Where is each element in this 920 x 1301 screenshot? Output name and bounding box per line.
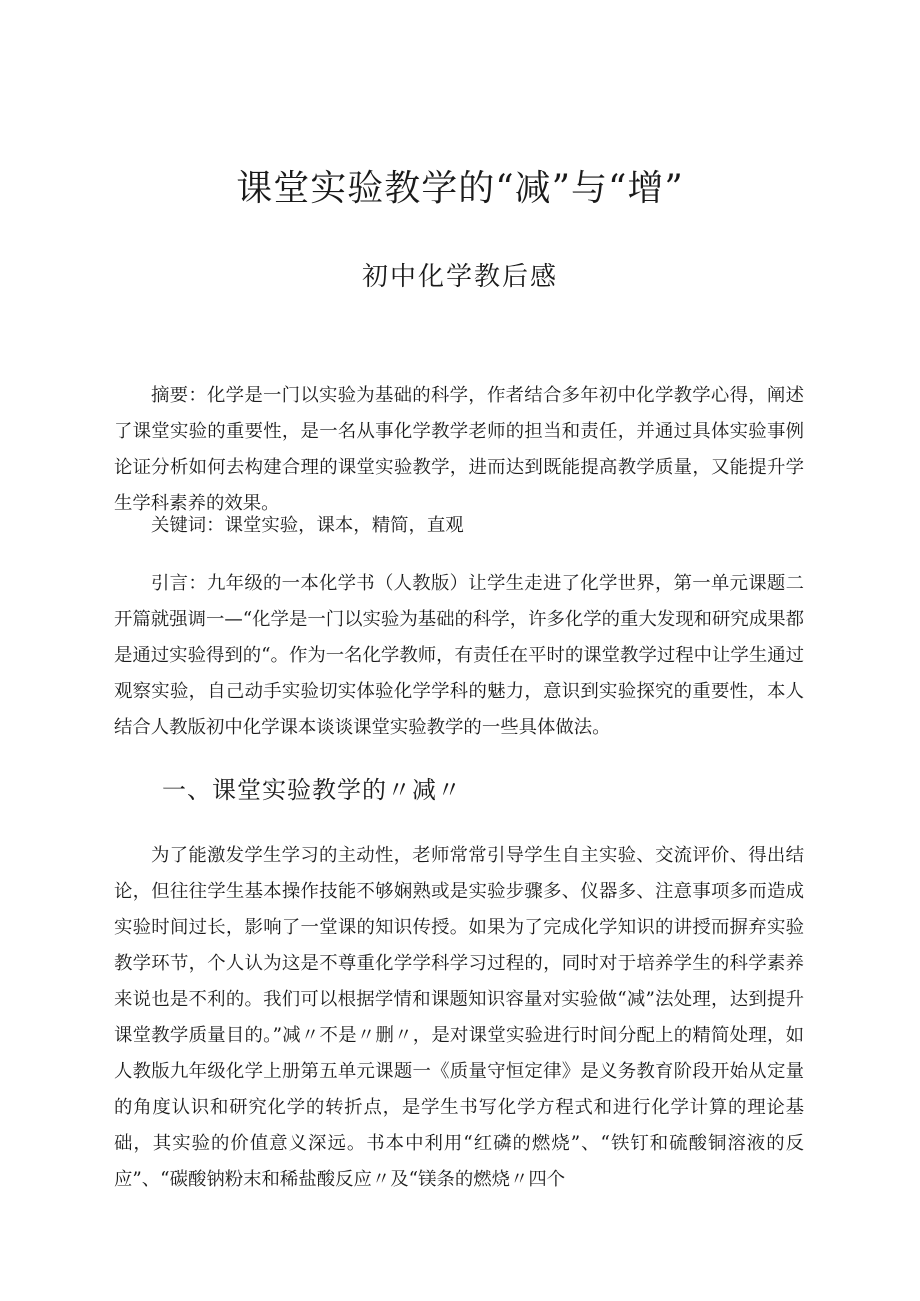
introduction-paragraph: 引言：九年级的一本化学书（人教版）让学生走进了化学世界，第一单元课题二开篇就强调一—“化学是一门以实验为基础的科学，许多化学的重大发现和研究成果都是通过实验得到的“。作为一名化学教师，有责任在平时的课堂教学过程中让学生通过观察实验，自己动手实验切实体验化学学科的魅力，意识到实验探究的重要性，本人结合人教版初中化学课本谈谈课堂实验教学的一些具体做法。 [114, 573, 804, 738]
abstract-paragraph: 摘要：化学是一门以实验为基础的科学，作者结合多年初中化学教学心得，阐述了课堂实验的重要性，是一名从事化学教学老师的担当和责任，并通过具体实验事例论证分析如何去构建合理的课堂实验教学，进而达到既能提高教学质量，又能提升学生学科素养的效果。 [114, 385, 804, 514]
section-heading-1: 一、课堂实验教学的〃减〃 [162, 776, 462, 804]
section-1-paragraph: 为了能激发学生学习的主动性，老师常常引导学生自主实验、交流评价、得出结论，但往往学生基本操作技能不够娴熟或是实验步骤多、仪器多、注意事项多而造成实验时间过长，影响了一堂课的知识传授。如果为了完成化学知识的讲授而摒弃实验教学环节，个人认为这是不尊重化学学科学习过程的，同时对于培养学生的科学素养来说也是不利的。我们可以根据学情和课题知识容量对实验做“减”法处理，达到提升课堂教学质量目的。”减〃不是〃删〃，是对课堂实验进行时间分配上的精简处理，如人教版九年级化学上册第五单元课题一《质量守恒定律》是义务教育阶段开始从定量的角度认识和研究化学的转折点，是学生书写化学方程式和进行化学计算的理论基础，其实验的价值意义深远。书本中利用“红磷的燃烧”、“铁钉和硫酸铜溶液的反应”、“碳酸钠粉末和稀盐酸反应〃及“镁条的燃烧〃四个 [114, 845, 804, 1190]
document-subtitle: 初中化学教后感 [361, 262, 558, 292]
document-title: 课堂实验教学的“减”与“增” [236, 168, 684, 209]
keywords-paragraph: 关键词：课堂实验，课本，精简，直观 [151, 515, 464, 536]
